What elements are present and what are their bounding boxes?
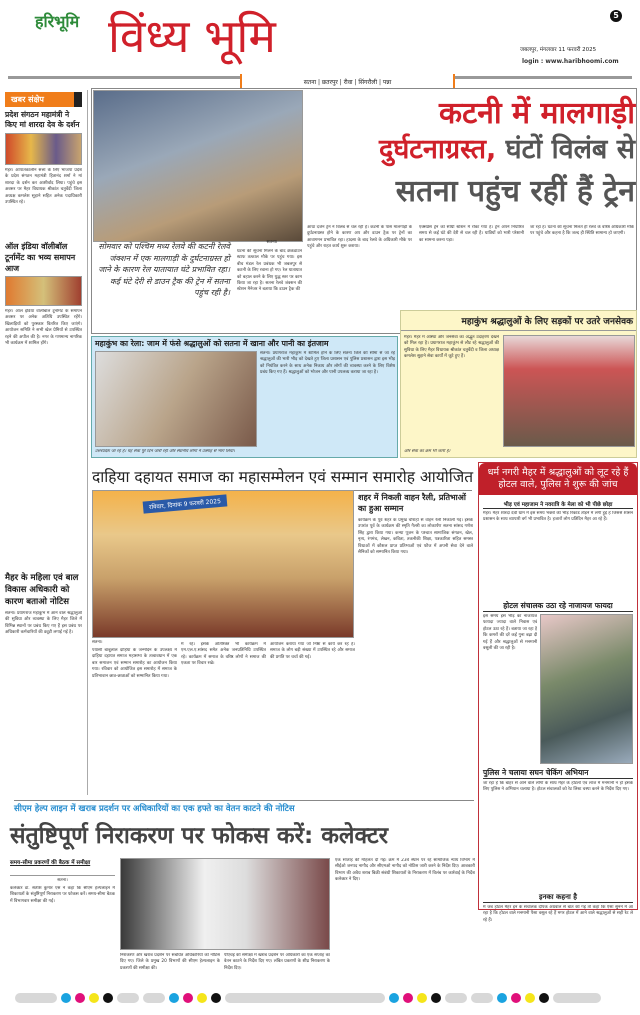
- lead-blurb: सोमवार को पश्चिम मध्य रेलवे की कटनी रेलवे जंक्शन में एक मालगाड़ी के दुर्घटनाग्रस्त हो जाने के कारण रेल यातायात घंटे प्रभावित रहा। कई घंटे देरी से डाउन ट्रैक की ट्रेन में सतना पहुंच रही है।: [98, 242, 230, 297]
- dahiya-headline: दाहिया दहायत समाज का महासम्मेलन एवं सम्मान समारोह आयोजित: [92, 465, 472, 491]
- brief-body-2: मैहर। ऑल इंडिया वॉलीबॉल टूर्नामेंट के समापन अवसर पर अनेक अतिथि उपस्थित रहेंगे। खिलाड़ियों को पुरस्कार वितरित किए जाएंगे। आयोजन समिति ने सभी खेल प्रेमियों से उपस्थित रहने की अपील की है। नगर के गणमान्य नागरिक भी कार्यक्रम में शामिल होंगे।: [5, 309, 82, 347]
- kumbh-story-volunteers: [400, 310, 637, 458]
- maihar-story: [478, 462, 638, 923]
- section-title: विंध्य भूमि: [108, 9, 276, 63]
- dahiya-body-2: मैं रहे। इसके अतिरिक्त भी कार्यक्रम में एम.एल.ए.सांसद समेत अनेक जनप्रतिनिधि उपस्थित रहे। कार्यक्रम में समाज के वरिष्ठ लोगों ने समाज की एकता पर विचार रखे।: [181, 642, 266, 667]
- kumbh-food-headline: महाकुंभ का रेला: जाम में फंसे श्रद्धालुओं को सतना में खाना और पानी का इंतजाम: [95, 339, 329, 348]
- lead-headline-line1: कटनी में मालगाड़ी: [439, 96, 635, 131]
- brief-photo-2: [5, 276, 82, 306]
- lead-column-4: जा रहा है। घटना की सूचना मिलते ही रेलवे के वरिष्ठ अधिकारी मौके पर पहुंचे और कहना है कि जल्द ही स्थिति सामान्य हो जाएगी।: [530, 225, 634, 237]
- kumbh-volunteers-body: मैहर। मैहर में आस्था और जनसेवा का अद्भुत उदाहरण देखने को मिल रहा है। प्रयागराज महाकुंभ से लौट रहे श्रद्धालुओं की सुविधा के लिए मैहर विधायक श्रीकांत चतुर्वेदी व जिला अध्यक्ष कमलेश सुहाने सेवा कार्यों में जुटे हुए हैं।: [404, 335, 499, 360]
- lead-headline-line2: [297, 129, 635, 166]
- district-nav: सतना | छतरपुर | रीवा | सिंगरौली | पन्ना: [240, 74, 455, 88]
- lead-headline-red: दुर्घटनाग्रस्त,: [378, 134, 497, 165]
- kumbh-story-food: [91, 336, 398, 458]
- maihar-sub-1: भीड़ एवं महाजाम ने नवरात्रि के मेला को भी पीछे छोड़ा: [483, 500, 633, 509]
- collector-subheadline: समय-सीमा प्रकरणों की बैठक में समीक्षा: [10, 860, 91, 866]
- collector-column-4: एक सप्ताह की मोहलत दी गई। क्रम में 23वें स्थान पर रहे सामाजिक न्याय विभाग में सीईओ जनपद नागौद और सीएमओ नागौद को नोटिस जारी करने के निर्देश दिए। आबकारी विभाग की अवैध शराब बिक्री संबंधी शिकायतों के निराकरण में विलंब पर कार्रवाई के निर्देश कलेक्टर ने दिए।: [335, 858, 475, 883]
- left-column: [0, 90, 88, 795]
- brief-headline-3: मैहर के महिला एवं बाल विकास अधिकारी को कारण बताओ नोटिस: [5, 573, 79, 607]
- brief-headline-2: ऑल इंडिया वॉलीबॉल टूर्नामेंट का भव्य समापन आज: [5, 242, 76, 273]
- dahiya-body-3: आयोजन कराया गया जो निष्ठा से कार्य कर रहे हैं। समाज के लोग बड़ी संख्या में उपस्थित रहे और समाज की प्रगति पर चर्चा की गई।: [270, 642, 355, 660]
- maihar-sub-4: इनका कहना है: [483, 893, 633, 903]
- kumbh-volunteers-headline: महाकुंभ श्रद्धालुओं के लिए सड़कों पर उतरे जनसेवक: [401, 311, 636, 331]
- collector-headline: संतुष्टिपूर्ण निराकरण पर फोकस करें: कलेक्टर: [10, 823, 388, 849]
- brand-logo: हरिभूमि: [35, 12, 80, 31]
- dahiya-sub-body: कार्यक्रम के पूर्व शहर के प्रमुख चौराहों से वाहन रैली निकाली गई। इसके उपरांत पूर्व के कार्यक्रम की स्मृति गैलरी का लोकार्पण सतना सांसद गणेश सिंह द्वारा किया गया। कन्या पूजन के पश्चात सामाजिक संगठन, खेल, नृत्य, रंगमंच, लेखन, कविता, तकनीकी शिक्षा, पत्रकारिता सहित समस्त विधाओं में कौशल प्राप्त प्रतिभाओं एवं फौज में अपनी सेवा देने वाले सैनिकों को सम्मानित किया गया।: [358, 518, 473, 556]
- brief-body-1: मैहर। आपातकालीन सत्ता के लिए भाजपा प्रदेश के प्रदेश संगठन महामंत्री हितानंद शर्मा ने मां शारदा के दर्शन कर आशीर्वाद लिया। पहुंचे इस अवसर पर मैहर विधायक श्रीकांत चतुर्वेदी जिला अध्यक्ष कमलेश सुहाने सहित अनेक पदाधिकारी उपस्थित रहे।: [5, 168, 82, 206]
- collector-column-3: पीएचई की समीक्षा में खराब प्रदर्शन पर अधिकारी का एक सप्ताह का वेतन काटने के निर्देश दिए गए। लंबित प्रकरणों के शीघ्र निराकरण के निर्देश दिए।: [224, 953, 330, 971]
- collector-column-1: कलेक्टर डॉ. सतीश कुमार एस ने कहा कि सीएम हेल्पलाइन में शिकायतों के संतुष्टिपूर्ण निराकरण पर फोकस करें। समय-सीमा बैठक में विभागवार समीक्षा की गई।: [10, 886, 115, 904]
- maihar-sub-2: होटल संचालक उठा रहे नाजायज फायदा: [483, 601, 633, 612]
- maihar-body-3: जा रहा है कि बाहर से आने वाले लोगों के साथ मैहर के होटलों एवं लॉज में मनमानी न हो इसके लिए पुलिस ने अभियान चलाया है। होटल संचालकों को रेट लिस्ट चस्पा करने के निर्देश दिए गए।: [483, 781, 633, 793]
- collector-kicker: सीएम हेल्प लाइन में खराब प्रदर्शन पर अधिकारियों का एक हफ्ते का वेतन काटने की नोटिस: [14, 800, 474, 814]
- lead-column-3: एक्सप्रेस ट्रेन को सीधी स्टेशन में रोका गया है। ट्रेन अपने निर्धारित समय से कई घंटे की देरी से चल रही है। यात्रियों को भारी परेशानी का सामना करना पड़ा।: [419, 225, 524, 243]
- dahiya-banner-text: रविवार, दिनांक 9 फरवरी 2025: [143, 494, 228, 513]
- lead-photo-train: [93, 90, 303, 242]
- maihar-body-4: मैं जब होटल मैहर इन के संचालक दीपक अग्रवाल से बात की गई तो कहा कि ऐसा सुनने में आ रहा है कि होटल वाले मनमानी पैसा वसूल रहे हैं मगर होटल में आने वाले श्रद्धालुओं से सही रेट ले रहे हैं।: [483, 905, 633, 923]
- page-number-badge: 5: [610, 10, 622, 22]
- lead-headline-line3: सतना पहुंच रहीं हैं ट्रेन: [395, 174, 635, 209]
- kumbh-volunteers-photo: [503, 335, 635, 447]
- dahiya-body-1: पयासी बाबूलाल दाहिया के जन्मदिन के उपलक्ष्य में दाहिया दहायत समाज महासभा के तत्वावधान में एक बार समाजन एवं सम्मान समारोह का आयोजन किया गया। रविवार को आयोजित इस समारोह में समाज के प्रतिभावान छात्र-छात्राओं को सम्मानित किया गया।: [92, 648, 177, 679]
- maihar-body-1: मैहर। मैहर शारदा देवी धाम में इस समय भक्तों की भीड़ रिकार्ड तोड़ने में लगी हुई है जिससे शासन प्रशासन के साथ व्यापारी वर्ग भी प्रभावित है। हजारों लोग प्रतिदिन मैहर आ रहे हैं।: [483, 511, 633, 523]
- dahiya-subheadline: शहर में निकली वाहन रैली, प्रतिभाओं का हुआ सम्मान: [358, 493, 466, 513]
- maihar-sub-3: पुलिस ने चलाया सघन चेकिंग अभियान: [483, 768, 633, 779]
- brief-body-3: सतना। प्रयागराज महाकुंभ में आने वाले श्रद्धालुओं की सुविधा और व्यवस्था के लिए मैहर जिले में विभिन्न स्थानों पर प्रबंध किए गए हैं इस प्रबंध पर अधिकारी कर्मचारियों की ड्यूटी लगाई गई है।: [5, 611, 82, 636]
- print-registration-marks: [15, 993, 630, 1003]
- lead-column-1: घटना की सूचना मिलने के बाद क्रेकडाउन स्टाफ तत्काल मौके पर पहुंच गया। इस बीच मंडल रेल प्रबंधक भी जबलपुर से कटनी के लिए रवाना हो गए। रेल यातायात को बहाल करने के लिए युद्ध स्तर पर काम किया जा रहा है। सतना रेलवे जंक्शन की स्टेशन मैनेजर ने बताया कि डाउन ट्रैक की: [237, 249, 302, 293]
- kumbh-food-body: सतना। प्रयागराज महाकुंभ में शामिल होने के लिए सतना जिले की सीमा से जा रहे श्रद्धालुओं की भारी भीड़ को देखते हुए जिला प्रशासन एवं पुलिस प्रशासन द्वारा इस भीड़ को नियंत्रित करने के साथ अनेक निकाय और लोगों की व्यवस्था करने के लिए विशेष प्रबंध किए गए हैं। श्रद्धालुओं को भोजन और पानी उपलब्ध कराया जा रहा है।: [260, 351, 395, 376]
- kumbh-food-photo: [95, 351, 257, 447]
- website-login[interactable]: login : www.haribhoomi.com: [522, 58, 619, 65]
- collector-column-2: निराकरण और खराब प्रदर्शन पर संबंधित अधिकारियों को नोटिस दिए गए। जिले के प्रमुख 20 विभागों की सीएम हेल्पलाइन के प्रकरणों की समीक्षा की।: [120, 953, 220, 971]
- brief-photo-1: [5, 133, 82, 165]
- news-brief-tag: खबर संक्षेप: [5, 92, 82, 107]
- lead-column-2: आधा दर्जन ट्रेनें ने विलंब से चल रही हैं। कटनी के पास मालगाड़ी के दुर्घटनाग्रस्त होने के कारण अप और डाउन ट्रैक पर ट्रेनों का आवागमन प्रभावित रहा। हादसा के बाद रेलवे के अधिकारी मौके पर पहुंचे और राहत कार्य शुरू कराया।: [307, 225, 412, 250]
- maihar-headline: धर्म नगरी मैहर में श्रद्धालुओं को लूट रहे हैं होटल वाले, पुलिस ने शुरू की जांच: [479, 463, 637, 495]
- lead-dateline: सतना।: [266, 240, 278, 245]
- lead-story: [91, 88, 637, 334]
- collector-dateline: सतना।: [10, 875, 115, 884]
- dahiya-photo: [92, 490, 354, 638]
- kumbh-volunteers-caption: और सेवा का क्रम भी जारी है।: [404, 449, 451, 454]
- maihar-police-photo: [540, 614, 633, 764]
- dahiya-caption: सतना।: [92, 640, 103, 645]
- maihar-body-2: इस समय इस भीड़ का नाजायज फायदा ज्यादा वाले निवास एवं होटल उठा रहे हैं। बताया जा रहा है कि कमरों की दरें कई गुना बढ़ा दी गई हैं और श्रद्धालुओं से मनमानी वसूली की जा रही है।: [483, 614, 538, 652]
- brief-headline-1: प्रदेश संगठन महामंत्री ने किए मां शारदा देव के दर्शन: [5, 110, 80, 129]
- collector-meeting-photo: [120, 858, 330, 950]
- lead-headline-gray: घंटों विलंब से: [496, 134, 635, 165]
- edition-date: जबलपुर, मंगलवार 11 फरवरी 2025: [520, 47, 597, 53]
- kumbh-food-caption: उत्तरप्रदेश जा रहे हैं। यह सेवा पूरे दिन जारी रही और स्थानीय लोगों ने उत्साह से भाग लिया।: [95, 449, 235, 454]
